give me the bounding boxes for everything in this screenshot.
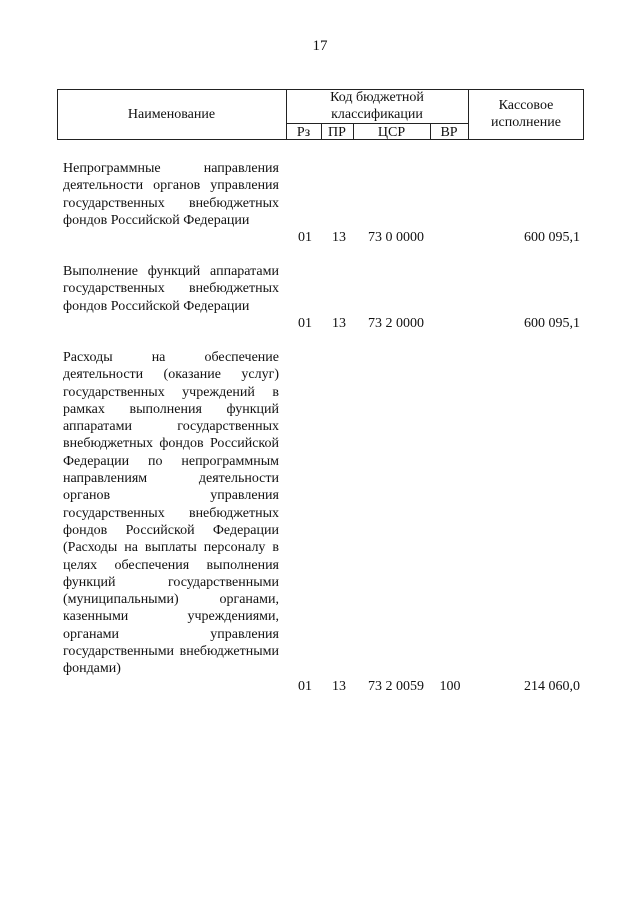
row-amount: 214 060,0 [524, 679, 580, 694]
header-amount-line1: Кассовое [498, 98, 554, 113]
header-amount-line2: исполнение [491, 115, 561, 130]
page-number: 17 [312, 38, 328, 54]
row-vr: 100 [439, 679, 461, 694]
header-vr: ВР [440, 125, 458, 140]
row-rz: 01 [298, 316, 312, 331]
row-rz: 01 [298, 679, 312, 694]
row-amount: 600 095,1 [524, 316, 580, 331]
header-pr: ПР [328, 125, 346, 140]
row-pr: 13 [332, 230, 346, 245]
row-csr: 73 0 0000 [368, 230, 424, 245]
header-csr: ЦСР [377, 125, 406, 140]
header-code-line1: Код бюджетной [330, 90, 424, 105]
header-name: Наименование [127, 107, 216, 122]
row-pr: 13 [332, 316, 346, 331]
row-name: Расходы на обеспечение деятельности (оказание услуг) государственных учреждений в рамках выполнения функций аппаратами государственных внебюджетных фондов Российской Федерации по непрограммным направлениям деятельности органов управления государственных внебюджетных фондов Российской Федерации (Расходы на выплаты персоналу в целях обеспечения выполнения функций государственными (муниципальными) органами, казенными учреждениями, органами управления государственными внебюджетными фондами) [63, 350, 279, 677]
header-code-line2: классификации [331, 107, 423, 122]
row-csr: 73 2 0000 [368, 316, 424, 331]
row-amount: 600 095,1 [524, 230, 580, 245]
row-rz: 01 [298, 230, 312, 245]
row-csr: 73 2 0059 [368, 679, 424, 694]
row-name: Выполнение функций аппаратами государственных внебюджетных фондов Российской Федерации [63, 264, 279, 314]
table-header [57, 89, 584, 139]
row-name: Непрограммные направления деятельности органов управления государственных внебюджетных фондов Российской Федерации [63, 161, 279, 228]
row-pr: 13 [332, 679, 346, 694]
header-rz: Рз [296, 125, 311, 140]
